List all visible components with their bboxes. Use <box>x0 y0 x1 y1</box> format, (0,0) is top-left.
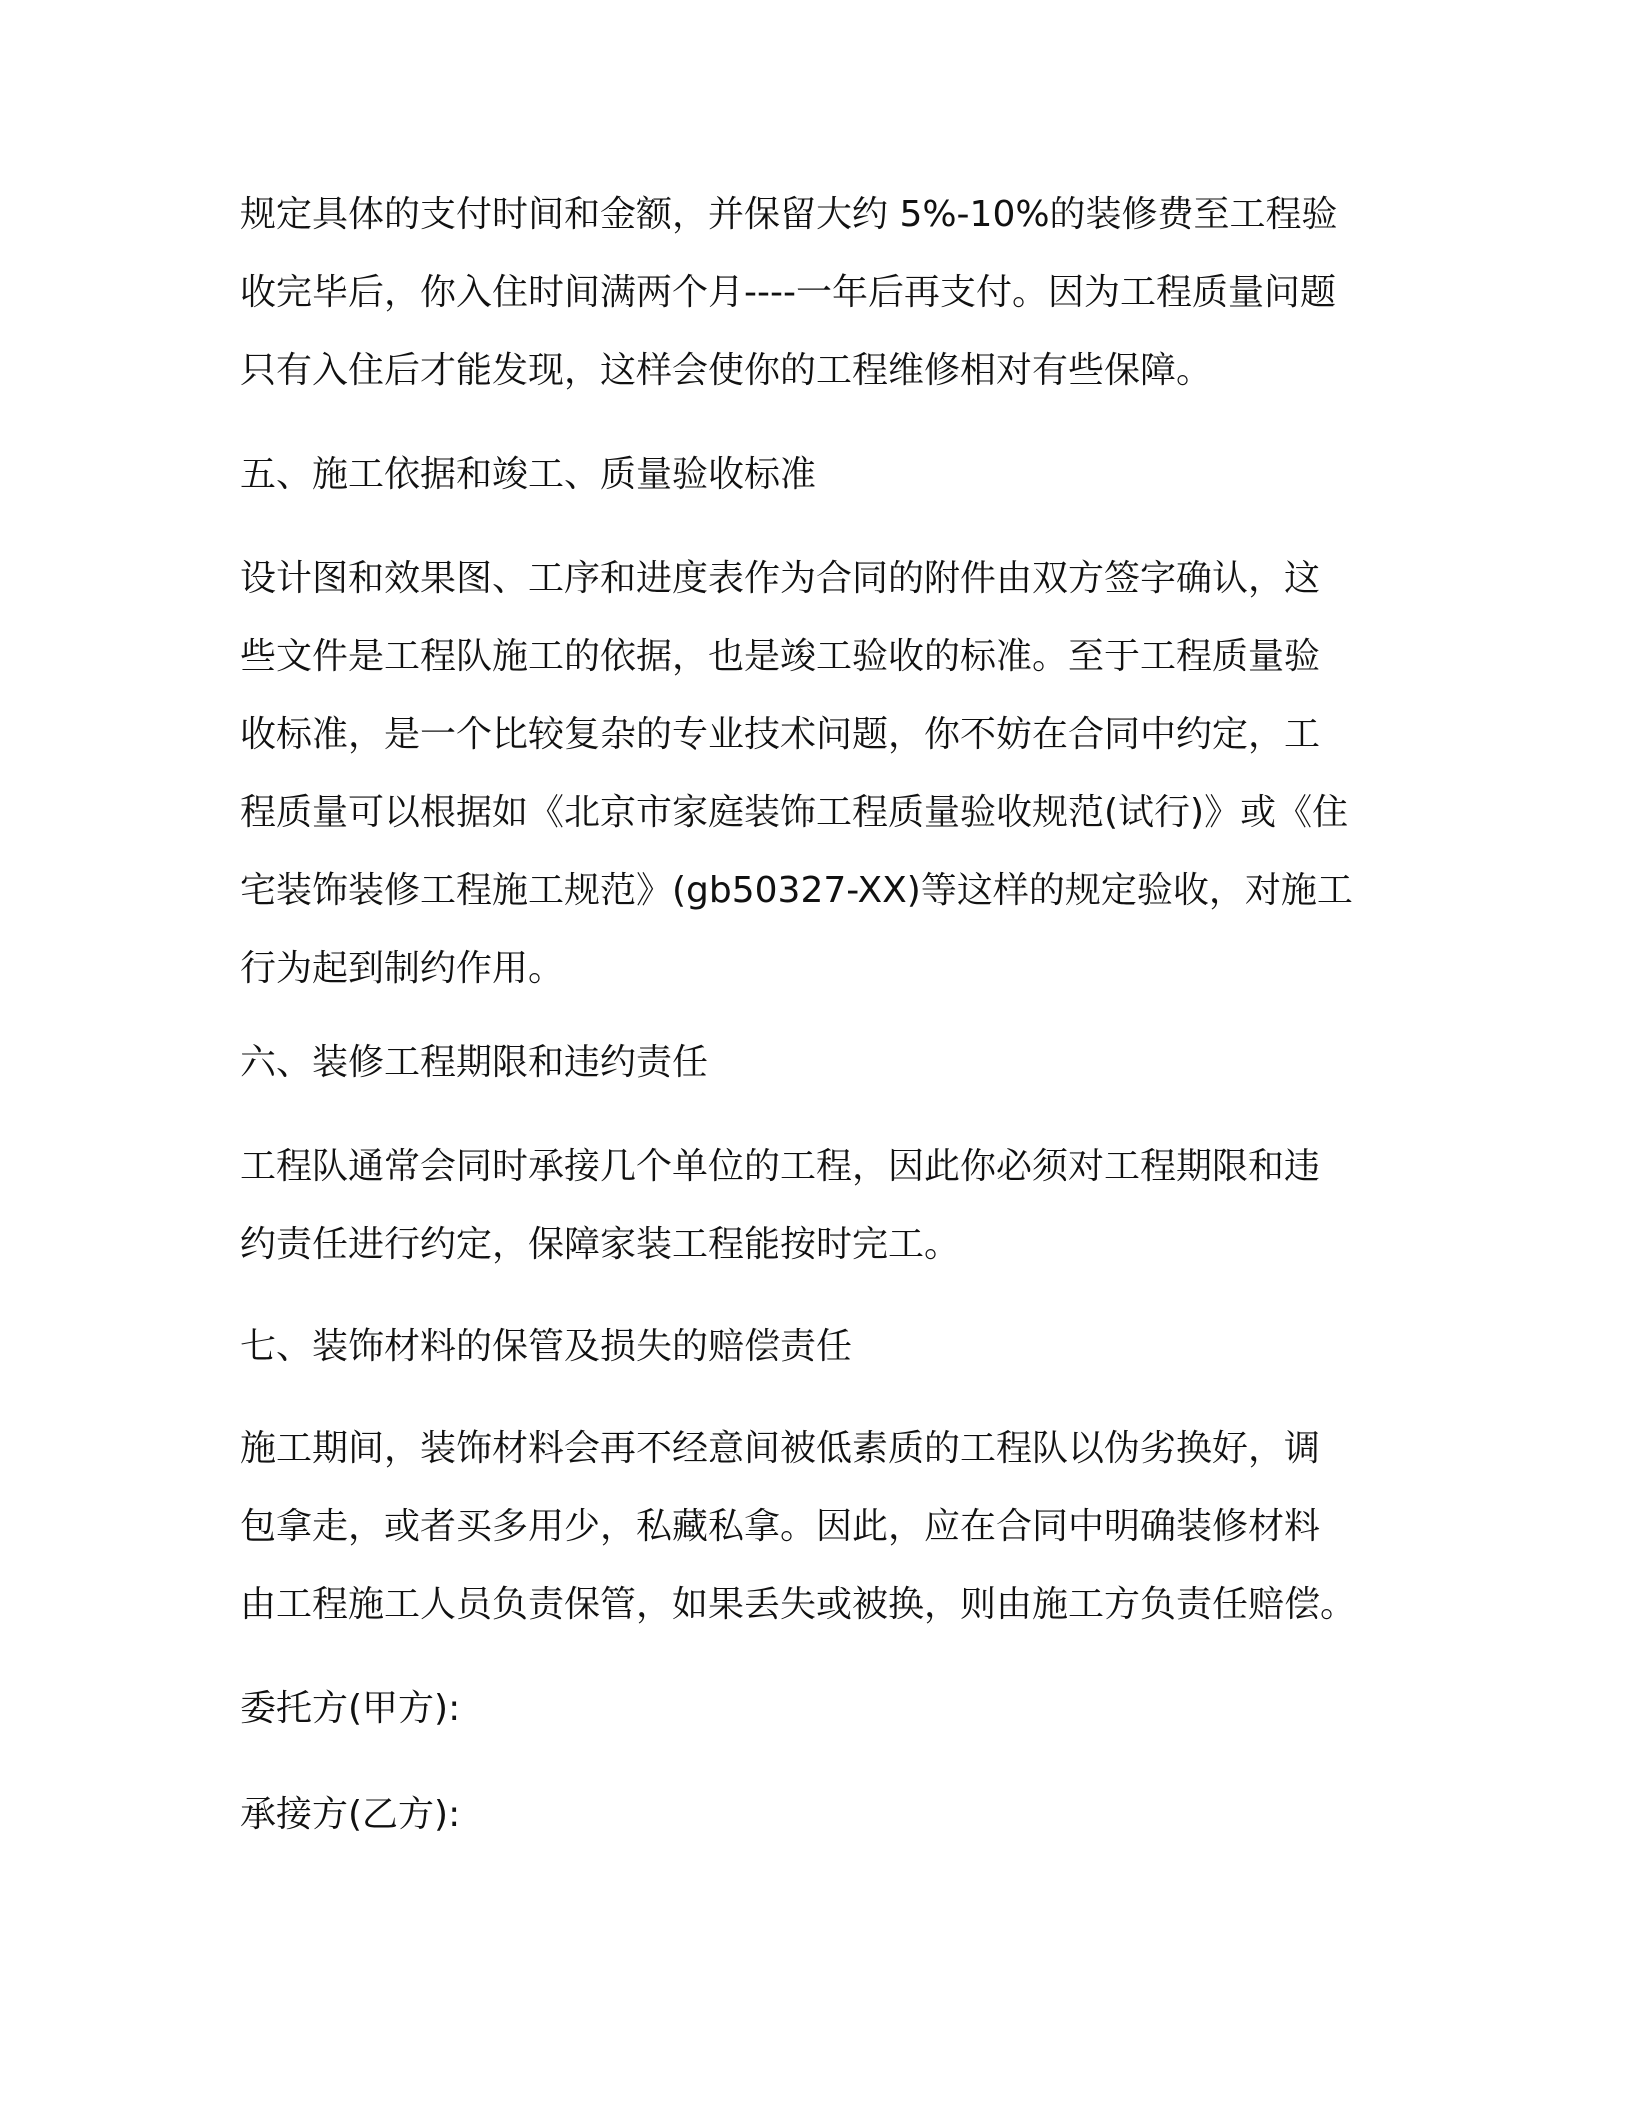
heading-text: 六、装修工程期限和违约责任 <box>240 1042 709 1083</box>
text-line: 施工期间，装饰材料会再不经意间被低素质的工程队以伪劣换好，调 <box>240 1428 1321 1469</box>
text-line: 些文件是工程队施工的依据，也是竣工验收的标准。至于工程质量验 <box>240 636 1321 677</box>
text-line: 宅装饰装修工程施工规范》(gb50327-XX)等这样的规定验收，对施工 <box>240 870 1353 911</box>
text-line: 收完毕后，你入住时间满两个月----一年后再支付。因为工程质量问题 <box>240 272 1336 313</box>
section-heading-7 <box>240 1308 1400 1386</box>
signature-label: 承接方(乙方): <box>240 1794 461 1835</box>
text-line: 约责任进行约定，保障家装工程能按时完工。 <box>240 1224 961 1265</box>
text-line: 由工程施工人员负责保管，如果丢失或被换，则由施工方负责任赔偿。 <box>240 1584 1357 1625</box>
text-line: 设计图和效果图、工序和进度表作为合同的附件由双方签字确认，这 <box>240 558 1321 599</box>
signature-party-b <box>240 1776 1400 1854</box>
section-heading-5 <box>240 436 1400 514</box>
text-line: 规定具体的支付时间和金额，并保留大约 5%-10%的装修费至工程验 <box>240 194 1338 235</box>
paragraph-payment-terms <box>240 176 1400 410</box>
text-line: 包拿走，或者买多用少，私藏私拿。因此，应在合同中明确装修材料 <box>240 1506 1321 1547</box>
paragraph-schedule-liability <box>240 1128 1400 1284</box>
heading-text: 七、装饰材料的保管及损失的赔偿责任 <box>240 1326 853 1367</box>
signature-party-a <box>240 1670 1400 1748</box>
text-line: 行为起到制约作用。 <box>240 948 565 989</box>
text-line: 收标准，是一个比较复杂的专业技术问题，你不妨在合同中约定，工 <box>240 714 1321 755</box>
paragraph-construction-basis <box>240 540 1400 1008</box>
text-line: 工程队通常会同时承接几个单位的工程，因此你必须对工程期限和违 <box>240 1146 1321 1187</box>
paragraph-material-custody <box>240 1410 1400 1644</box>
signature-label: 委托方(甲方): <box>240 1688 461 1729</box>
text-line: 只有入住后才能发现，这样会使你的工程维修相对有些保障。 <box>240 350 1213 391</box>
section-heading-6 <box>240 1024 1400 1102</box>
text-line: 程质量可以根据如《北京市家庭装饰工程质量验收规范(试行)》或《住 <box>240 792 1349 833</box>
heading-text: 五、施工依据和竣工、质量验收标准 <box>240 454 817 495</box>
